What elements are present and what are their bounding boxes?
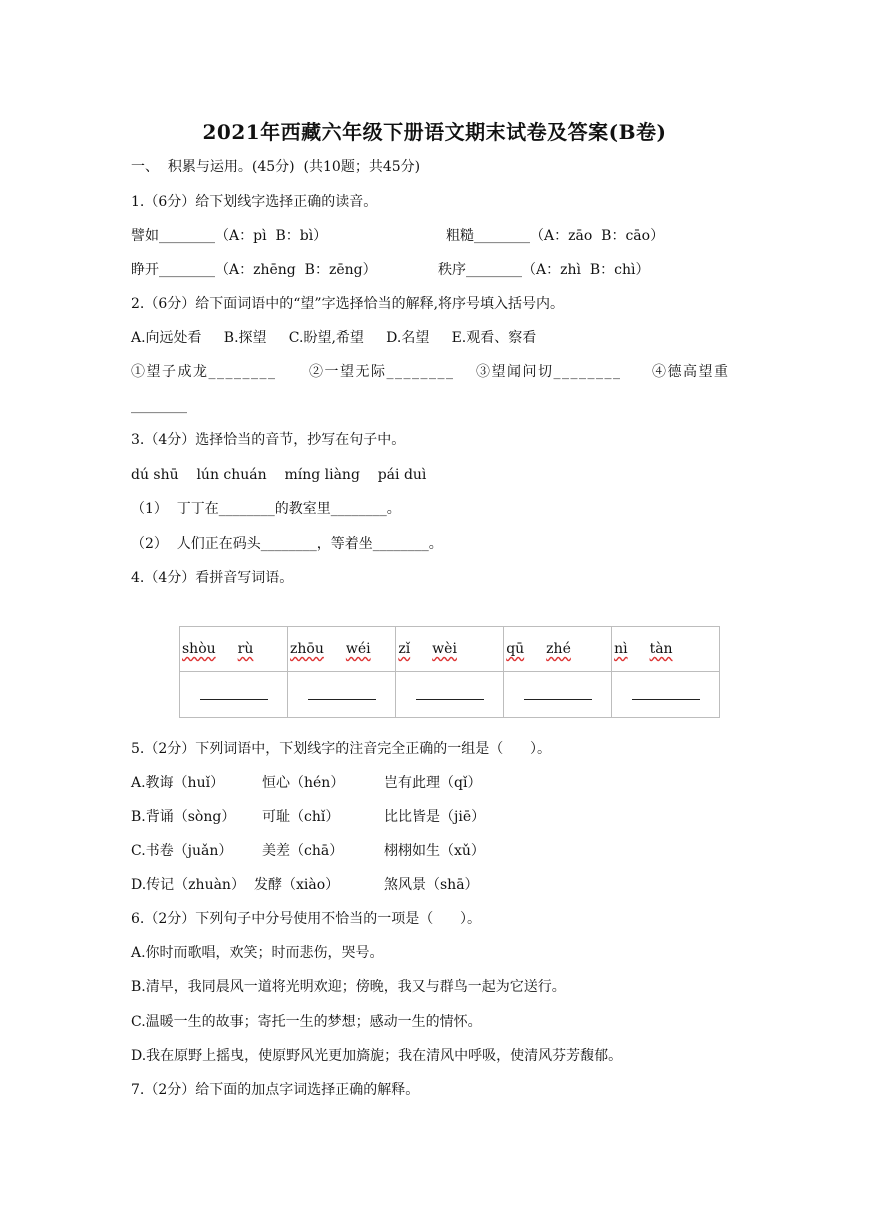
q5-option-a-1: A.教诲（huǐ） (131, 775, 225, 791)
answer-blank (416, 689, 484, 700)
q2-item-3: ③望闻问切________ (476, 364, 622, 380)
pinyin-cell (396, 627, 504, 672)
q5-option-b-2: 可耻（chǐ） (262, 809, 340, 825)
q3-stem: 3.（4分）选择恰当的音节，抄写在句子中。 (131, 432, 406, 448)
pinyin-syllable: wèi (432, 641, 457, 657)
answer-cell (612, 672, 720, 718)
pinyin-syllable: nì (614, 641, 628, 657)
answer-cell (504, 672, 612, 718)
q6-stem: 6.（2分）下列句子中分号使用不恰当的一项是（ ）。 (131, 911, 481, 927)
answer-cell (288, 672, 396, 718)
q5-option-a-2: 恒心（hén） (262, 775, 345, 791)
q1-row2-left: 睁开________（A：zhēng B：zēng） (131, 262, 377, 278)
q1-row1-right: 粗糙________（A：zāo B：cāo） (446, 228, 665, 244)
q2-options: A.向远处看 B.探望 C.盼望,希望 D.名望 E.观看、察看 (131, 330, 537, 346)
answer-blank (632, 689, 700, 700)
q5-option-d-1: D.传记（zhuàn） (131, 877, 245, 893)
q2-stem: 2.（6分）给下面词语中的“望”字选择恰当的解释,将序号填入括号内。 (131, 296, 565, 312)
q7-stem: 7.（2分）给下面的加点字词选择正确的解释。 (131, 1082, 420, 1098)
pinyin-syllable: zǐ (398, 641, 411, 657)
section-heading: 一、 积累与运用。(45分) (共10题；共45分) (131, 159, 421, 175)
q4-stem: 4.（4分）看拼音写词语。 (131, 570, 294, 586)
q5-option-c-3: 栩栩如生（xǔ） (384, 843, 485, 859)
q3-pinyin: dú shū lún chuán míng liàng pái duì (131, 467, 427, 483)
q5-option-b-3: 比比皆是（jiē） (384, 809, 486, 825)
pinyin-syllable: zhōu (290, 641, 324, 657)
q5-option-c-1: C.书卷（juǎn） (131, 843, 233, 859)
pinyin-cell (612, 627, 720, 672)
page-title: 2021年西藏六年级下册语文期末试卷及答案(B卷) (202, 120, 667, 144)
q5-option-c-2: 美差（chā） (262, 843, 344, 859)
pinyin-cell (504, 627, 612, 672)
q5-option-a-3: 岂有此理（qǐ） (384, 775, 482, 791)
q6-option-a: A.你时而歌唱，欢笑；时而悲伤，哭号。 (131, 945, 384, 961)
pinyin-syllable: wéi (345, 641, 371, 657)
answer-cell (396, 672, 504, 718)
answer-blank (524, 689, 592, 700)
q5-option-d-3: 煞风景（shā） (384, 877, 479, 893)
q2-tail-blank: ________ (131, 398, 187, 414)
q1-row2-right: 秩序________（A：zhì B：chì） (438, 262, 650, 278)
q6-option-b: B.清早，我同晨风一道将光明欢迎；傍晚，我又与群鸟一起为它送行。 (131, 979, 566, 995)
pinyin-syllable: qū (506, 641, 525, 657)
q6-option-c: C.温暖一生的故事；寄托一生的梦想；感动一生的情怀。 (131, 1014, 482, 1030)
q1-stem: 1.（6分）给下划线字选择正确的读音。 (131, 194, 378, 210)
q5-option-d-2: 发酵（xiào） (254, 877, 340, 893)
q2-item-1: ①望子成龙________ (131, 364, 277, 380)
q5-option-b-1: B.背诵（sòng） (131, 809, 236, 825)
pinyin-grid (179, 626, 720, 718)
q3-sentence-1: （1） 丁丁在________的教室里________。 (131, 501, 401, 517)
answer-cell (180, 672, 288, 718)
answer-blank (200, 689, 268, 700)
q5-stem: 5.（2分）下列词语中，下划线字的注音完全正确的一组是（ ）。 (131, 741, 551, 757)
pinyin-cell (288, 627, 396, 672)
pinyin-syllable: shòu (182, 641, 216, 657)
answer-blank (308, 689, 376, 700)
pinyin-syllable: rù (237, 641, 254, 657)
pinyin-cell (180, 627, 288, 672)
pinyin-syllable: zhé (546, 641, 571, 657)
q1-row1-left: 譬如________（A：pì B：bì） (131, 228, 328, 244)
q3-sentence-2: （2） 人们正在码头________，等着坐________。 (131, 536, 443, 552)
q6-option-d: D.我在原野上摇曳，使原野风光更加旖旎；我在清风中呼吸，使清风芬芳馥郁。 (131, 1048, 623, 1064)
q2-item-2: ②一望无际________ (309, 364, 455, 380)
q2-item-4: ④德高望重 (652, 364, 730, 380)
pinyin-syllable: tàn (649, 641, 673, 657)
